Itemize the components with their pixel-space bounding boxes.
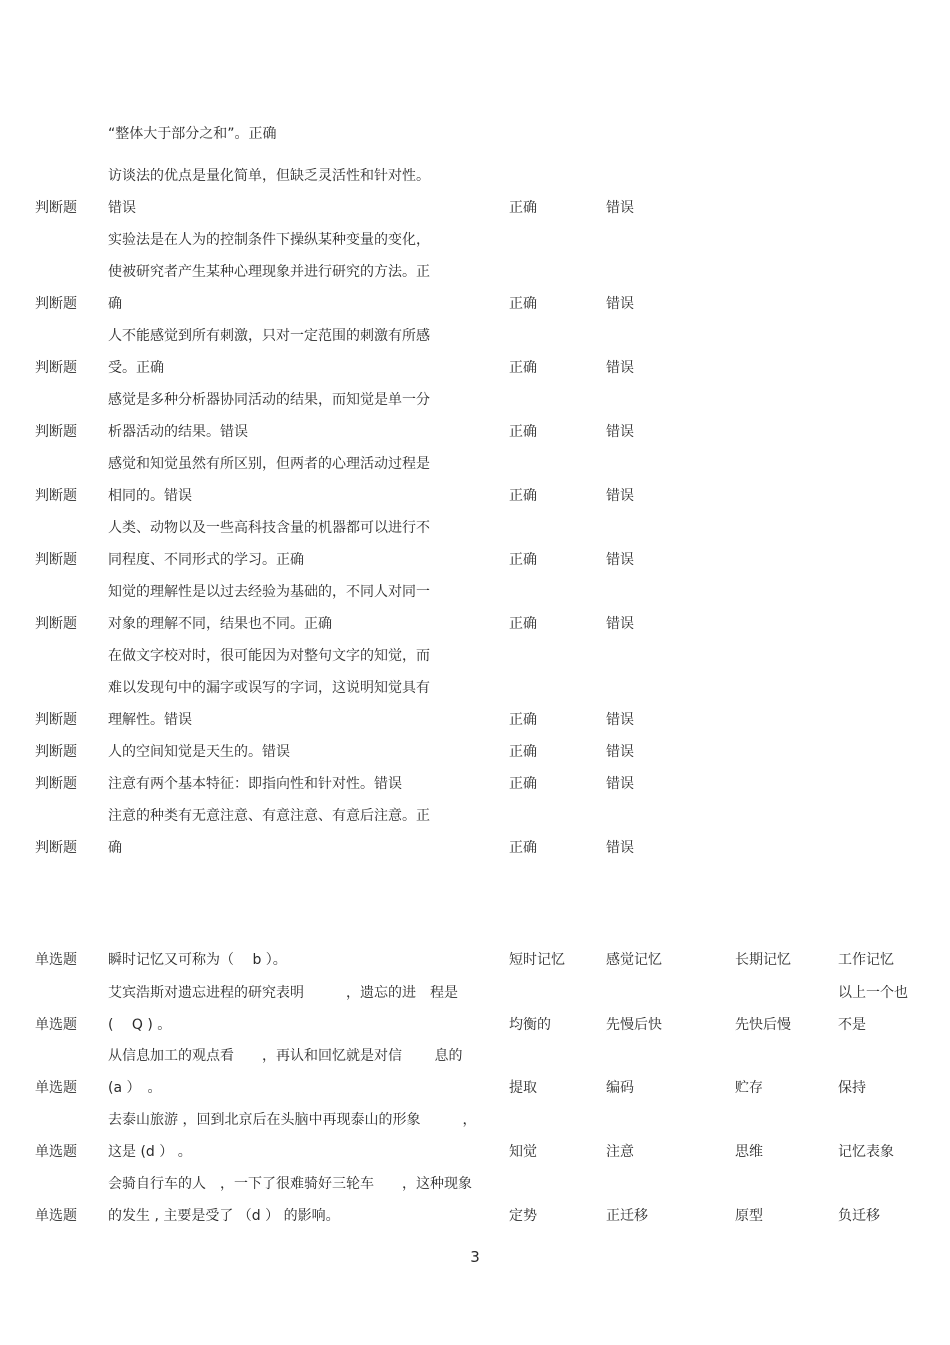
question-type-label: 单选题 <box>35 1144 77 1160</box>
question-type-label: 单选题 <box>35 1080 77 1096</box>
answer-option: 工作记忆 <box>838 952 894 968</box>
question-text-line: 去泰山旅游 ，回到北京后在头脑中再现泰山的形象 ， <box>108 1112 477 1128</box>
question-text-line: 理解性。错误 <box>108 712 192 728</box>
answer-option: 感觉记忆 <box>606 952 662 968</box>
question-type-label: 单选题 <box>35 1208 77 1224</box>
answer-option: 注意 <box>606 1144 634 1160</box>
option-true: 正确 <box>509 712 537 728</box>
question-text-line: 感觉和知觉虽然有所区别，但两者的心理活动过程是 <box>108 456 430 472</box>
option-false: 错误 <box>606 712 634 728</box>
answer-option: 短时记忆 <box>509 952 565 968</box>
question-type-label: 判断题 <box>35 840 77 856</box>
answer-option: 贮存 <box>735 1080 763 1096</box>
question-text-line: ( Q ) 。 <box>108 1017 172 1033</box>
intro-line: “整体大于部分之和”。正确 <box>108 126 277 142</box>
question-text-line: 相同的。错误 <box>108 488 192 504</box>
question-type-label: 判断题 <box>35 488 77 504</box>
question-text-line: 确 <box>108 296 122 312</box>
option-true: 正确 <box>509 616 537 632</box>
option-false: 错误 <box>606 552 634 568</box>
page-number: 3 <box>470 1248 480 1266</box>
question-text-line: 感觉是多种分析器协同活动的结果，而知觉是单一分 <box>108 392 430 408</box>
question-text-line: 会骑自行车的人 ，一下了很难骑好三轮车 ，这种现象 <box>108 1176 472 1192</box>
option-false: 错误 <box>606 840 634 856</box>
answer-option: 提取 <box>509 1080 537 1096</box>
question-text-line: 错误 <box>108 200 136 216</box>
answer-option: 保持 <box>838 1080 866 1096</box>
option-false: 错误 <box>606 488 634 504</box>
question-text-line: 析器活动的结果。错误 <box>108 424 248 440</box>
option-false: 错误 <box>606 360 634 376</box>
question-type-label: 判断题 <box>35 712 77 728</box>
answer-option: 思维 <box>735 1144 763 1160</box>
option-true: 正确 <box>509 360 537 376</box>
option-true: 正确 <box>509 552 537 568</box>
option-true: 正确 <box>509 200 537 216</box>
question-text-line: 艾宾浩斯对遗忘进程的研究表明 ，遗忘的进 程是 <box>108 985 458 1001</box>
answer-option: 编码 <box>606 1080 634 1096</box>
question-type-label: 判断题 <box>35 360 77 376</box>
answer-option: 先慢后快 <box>606 1017 662 1033</box>
question-text-line: 对象的理解不同，结果也不同。正确 <box>108 616 332 632</box>
option-true: 正确 <box>509 488 537 504</box>
option-false: 错误 <box>606 776 634 792</box>
question-text-line: 使被研究者产生某种心理现象并进行研究的方法。正 <box>108 264 430 280</box>
answer-option: 知觉 <box>509 1144 537 1160</box>
option-true: 正确 <box>509 744 537 760</box>
question-type-label: 判断题 <box>35 776 77 792</box>
question-text-line: 确 <box>108 840 122 856</box>
option-false: 错误 <box>606 616 634 632</box>
question-text-line: 知觉的理解性是以过去经验为基础的，不同人对同一 <box>108 584 430 600</box>
question-text-line: (a ） 。 <box>108 1080 162 1096</box>
answer-option: 长期记忆 <box>735 952 791 968</box>
question-text-line: 注意有两个基本特征：即指向性和针对性。错误 <box>108 776 402 792</box>
question-type-label: 判断题 <box>35 616 77 632</box>
option-false: 错误 <box>606 200 634 216</box>
answer-option: 定势 <box>509 1208 537 1224</box>
question-text-line: 实验法是在人为的控制条件下操纵某种变量的变化， <box>108 232 430 248</box>
option-true: 正确 <box>509 296 537 312</box>
question-type-label: 判断题 <box>35 200 77 216</box>
answer-option: 负迁移 <box>838 1208 880 1224</box>
answer-option: 原型 <box>735 1208 763 1224</box>
question-text-line: 注意的种类有无意注意、有意注意、有意后注意。正 <box>108 808 430 824</box>
option-true: 正确 <box>509 776 537 792</box>
answer-option: 先快后慢 <box>735 1017 791 1033</box>
question-type-label: 判断题 <box>35 424 77 440</box>
question-type-label: 单选题 <box>35 1017 77 1033</box>
question-text-line: 在做文字校对时，很可能因为对整句文字的知觉，而 <box>108 648 430 664</box>
option-true: 正确 <box>509 840 537 856</box>
question-text-line: 的发生 , 主要是受了 （d ） 的影响。 <box>108 1208 340 1224</box>
question-type-label: 判断题 <box>35 296 77 312</box>
answer-option: 记忆表象 <box>838 1144 894 1160</box>
question-text-line: 同程度、不同形式的学习。正确 <box>108 552 304 568</box>
question-text-line: 难以发现句中的漏字或误写的字词，这说明知觉具有 <box>108 680 430 696</box>
question-text-line: 人不能感觉到所有刺激，只对一定范围的刺激有所感 <box>108 328 430 344</box>
question-text-line: 人的空间知觉是天生的。错误 <box>108 744 290 760</box>
answer-option: 正迁移 <box>606 1208 648 1224</box>
question-text-line: 受。正确 <box>108 360 164 376</box>
question-text-line: 从信息加工的观点看 ，再认和回忆就是对信 息的 <box>108 1048 463 1064</box>
option-true: 正确 <box>509 424 537 440</box>
option-false: 错误 <box>606 424 634 440</box>
question-text-line: 人类、动物以及一些高科技含量的机器都可以进行不 <box>108 520 430 536</box>
question-type-label: 判断题 <box>35 744 77 760</box>
option-false: 错误 <box>606 744 634 760</box>
answer-option: 均衡的 <box>509 1017 551 1033</box>
question-type-label: 判断题 <box>35 552 77 568</box>
option-false: 错误 <box>606 296 634 312</box>
question-text-line: 这是 (d ） 。 <box>108 1144 192 1160</box>
answer-option: 不是 <box>838 1017 866 1033</box>
question-text-line: 访谈法的优点是量化简单，但缺乏灵活性和针对性。 <box>108 168 430 184</box>
question-text-line: 瞬时记忆又可称为（ b ）。 <box>108 952 287 968</box>
answer-option: 以上一个也 <box>838 985 908 1001</box>
question-type-label: 单选题 <box>35 952 77 968</box>
